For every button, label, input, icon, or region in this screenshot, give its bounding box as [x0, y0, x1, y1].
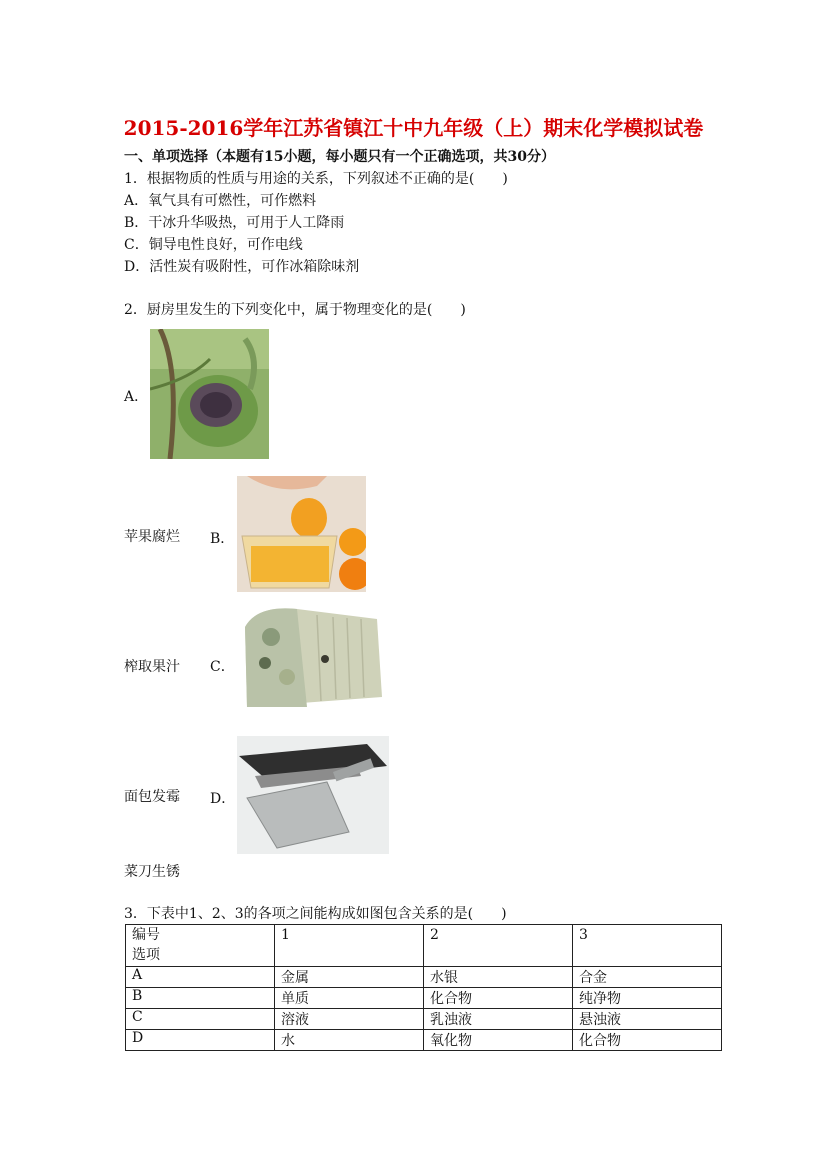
header-number-label: 编号 — [132, 927, 160, 943]
exam-title: 2015-2016学年江苏省镇江十中九年级（上）期末化学模拟试卷 — [123, 116, 704, 140]
q2-caption-knife: 菜刀生锈 — [124, 864, 180, 880]
section-heading: 一、单项选择（本题有15小题，每小题只有一个正确选项，共30分） — [124, 149, 555, 165]
table-row — [126, 1009, 722, 1030]
table-cell: B — [126, 988, 275, 1009]
table-cell: D — [126, 1030, 275, 1051]
table-cell: 单质 — [275, 988, 424, 1009]
table-cell: 溶液 — [275, 1009, 424, 1030]
table-row — [126, 967, 722, 988]
table-row — [126, 925, 722, 967]
table-cell: 水 — [275, 1030, 424, 1051]
juicer-image — [237, 476, 366, 592]
table-cell: 化合物 — [424, 988, 573, 1009]
q1-stem: 1．根据物质的性质与用途的关系，下列叙述不正确的是( ) — [124, 171, 508, 187]
table-cell: A — [126, 967, 275, 988]
table-cell: 化合物 — [573, 1030, 722, 1051]
table-cell: C — [126, 1009, 275, 1030]
q3-stem: 3．下表中1、2、3的各项之间能构成如图包含关系的是( ) — [124, 906, 507, 922]
rusty-knife-image — [237, 736, 389, 854]
q1-option-c: C．铜导电性良好，可作电线 — [124, 237, 303, 253]
q2-stem: 2．厨房里发生的下列变化中，属于物理变化的是( ) — [124, 302, 466, 318]
q2-caption-bread: 面包发霉 — [124, 789, 180, 805]
header-option-label: 选项 — [132, 947, 160, 963]
table-row — [126, 1030, 722, 1051]
table-header-cell — [126, 925, 275, 967]
table-cell: 金属 — [275, 967, 424, 988]
table-header-cell: 3 — [573, 925, 722, 967]
q1-option-a: A．氧气具有可燃性，可作燃料 — [124, 193, 317, 209]
table-cell: 乳浊液 — [424, 1009, 573, 1030]
q2-letter-d: D． — [210, 791, 236, 807]
table-cell: 合金 — [573, 967, 722, 988]
table-cell: 氧化物 — [424, 1030, 573, 1051]
table-cell: 悬浊液 — [573, 1009, 722, 1030]
table-cell: 纯净物 — [573, 988, 722, 1009]
q1-option-d: D．活性炭有吸附性，可作冰箱除味剂 — [124, 259, 360, 275]
table-cell: 水银 — [424, 967, 573, 988]
q2-caption-juice: 榨取果汁 — [124, 659, 180, 675]
table-header-cell: 1 — [275, 925, 424, 967]
q2-letter-b: B． — [210, 531, 235, 547]
q1-option-b: B．干冰升华吸热，可用于人工降雨 — [124, 215, 345, 231]
rotten-apple-image — [150, 329, 269, 459]
q2-letter-c: C． — [210, 659, 235, 675]
table-header-cell: 2 — [424, 925, 573, 967]
q2-letter-a: A． — [124, 389, 149, 405]
q2-caption-apple: 苹果腐烂 — [124, 529, 180, 545]
moldy-bread-image — [237, 597, 387, 719]
q3-table — [125, 924, 722, 1051]
table-row — [126, 988, 722, 1009]
